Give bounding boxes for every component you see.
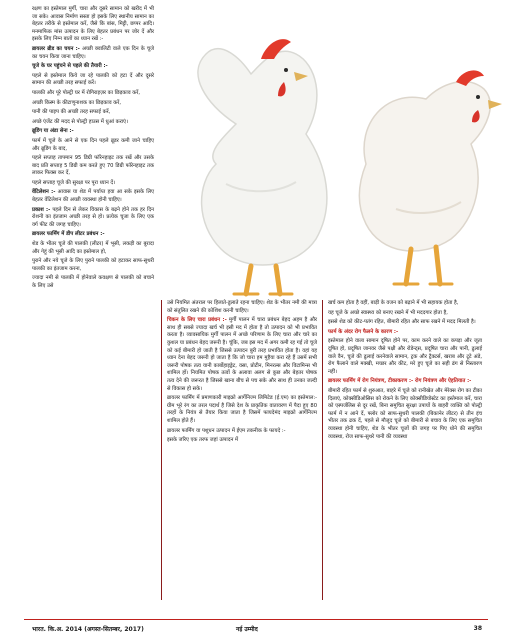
paragraph: उसे नियमित अंतराल पर हिलाते-डुलाते रहना चाहिए। शेड के भीतर नमी की मात्रा को संतुलित रखने की कोशिश करनी चाहिए।	[167, 300, 317, 314]
column-1	[32, 6, 154, 293]
white-broiler-hen	[198, 39, 327, 294]
paragraph: फार्म में चूजे के आने से एक दिन पहले ब्रूडर कमी जाने चाहिए और ब्रूडिंग के बाद,	[32, 137, 154, 152]
paragraph: पालकी और पूरे पोल्ट्री घर में रोगिराइज़र का छिड़काव करें,	[32, 89, 141, 96]
subheading: फार्म के अंदर रोग फैलने के कारण :-	[328, 328, 399, 335]
paragraph: शेड के भीतर चूजे की पालकी (लीटर) में भूसी, लकड़ी का बुरादा और गेहूं की भूसी आदि का इस्तेमाल हो,	[32, 241, 154, 255]
paragraph: पुराने और नये चूजे के लिए पुराने पालकी को हटाकर साफ-सुथरी पालकी का इंतजाम करना,	[32, 258, 154, 272]
paragraph: इस्तेमाल होने वाला सामान दूषित होने पर, काम करने वाले का कपड़ा और जूता दूषित हो, प्रदूषित जानवर जैसे पक्षी और रोडेन्ट्स, प्रदूषित चारा और पानी, ढुलाई वाले वैन, चूजे की ढुलाई करनेवाले सामान, ट्रक और ट्रैक्टर्स, खराब और टूटे अंडे, रोग फैलाने वाले मक्खी, मच्छर और कीट, मरे हुए चूजे का सही ढंग से निस्तारण नहीं।	[328, 338, 482, 375]
subheading: वेंटिलेशन :-	[32, 189, 56, 196]
column-divider	[322, 300, 323, 600]
subheading: चिकन के लिए चारा प्रबंधन :-	[167, 317, 227, 324]
paragraph: पहले सप्ताह चूजे की सुरक्षा पर पूरा ध्यान दें।	[32, 179, 116, 186]
paragraph: इससे शेड को कीट-पतंग रहित, बीमारी रहित और साफ रखने में मदद मिलती है।	[328, 319, 476, 326]
subheading: प्रकाश :-	[32, 206, 51, 213]
paragraph: ब्रायलर फार्मिंग में प्रमाणकारी माइक्रो आर्गेनिज्म लिमिटेड (ई.एम) का इस्तेमाल:- ग्रीम भूरे रंग का तरल पदार्थ है जिसे देश के प्राकृतिक वातावरण में पैदा हुए 80 तरहों के नियंत्र से तैयार किया जाता है जिसमें फायदेमंद माइक्रो आर्गेनिज्म शामिल होते हैं।	[167, 395, 317, 424]
paragraph: आवास या शेड में पर्याप्त हवा आ सके इसके लिए बेहतर वेंटिलेशन की अच्छी व्यवस्था होनी चाहिए।	[32, 189, 154, 204]
paragraph: पहले से इस्तेमाल किये जा रहे पालकी को हटा दें और दूसरे सामान की अच्छी तरह सफाई करें।	[32, 72, 154, 87]
paragraph: यह चूजे के अच्छे स्वास्थ्य को बनाए रखने में भी मददगार होता है,	[328, 309, 448, 316]
paragraph: बीमारी रहित फार्म से शुरुआत, बाहरे में चूजे को रानीखेत और मेरेक्स रोग का टीका दिलाएं, कोक्सीडिओसिस को रोकने के लिए कोक्सीडियोस्टेट का इस्तेमाल करें, चारा को एस्पर्जलिस से दूर रखें, बिना समुचित सुरक्षा उपायों के बाहरी व्यक्ति को पोल्ट्री फार्म में न आने दें, फ्लोर को साफ-सुथरी पालकी (बिकानेर लीटर) से तीन इंच भीतर तक ढक दें, पहले से मौजूद चूजे को बीमारी से बचाव के लिए एक समुचित व्यवस्था होनी चाहिए, शेड के भीतर चूजों की जगह पर पिए धोने की समुचित व्यवस्था, रोज साफ-सुथरे पानी की व्यवस्था	[328, 387, 482, 440]
paragraph: पानी की पाइप की अच्छी तरह सफाई करें,	[32, 109, 111, 116]
subheading: ब्रायलर ब्रीड का चयन :-	[32, 45, 80, 52]
paragraph: रक्षण का इस्तेमाल मुर्गी, चारा और दूसरे सामान को खरीद में भी जा सके। आवास निर्माण सस्ता हो इसके लिए स्थानीय सामान का बेहतर तरीके से इस्तेमाल करें, जैसे कि बांस, मिट्टी, छप्पर आदि। मनमाफिक मांस उत्पादन के लिए बेहतर प्रबंधन पर जोर दें और इसके लिए निम्न बातों का ध्यान रखें :-	[32, 6, 154, 43]
subheading: चूजे के घर पहुंचने से पहले की तैयारी :-	[32, 63, 108, 70]
paragraph: पहले दिन से लेकर विकास के बढ़ने होने तक हर दिन रोशनी का इंतजाम अच्छी तरह से हो। प्रत्येक चूजा के लिए एक वर्ग फीट की जगह चाहिए।	[32, 206, 154, 228]
paragraph: अच्छी क्वालिटी वाले एक दिन के चूजे का चयन किया जाना चाहिए।	[32, 45, 154, 60]
column-divider	[161, 300, 162, 600]
page-number: 38	[473, 625, 482, 632]
paragraph: खर्च कम होता है वहीं, बाड़ी के वजन को बढ़ाने में भी सहायक होता है,	[328, 300, 459, 306]
page-footer	[0, 614, 512, 640]
footer-publication: भारत. कि.अ. 2014 (अगस्त-सितम्बर, 2017)	[32, 626, 144, 633]
chicken-photo	[166, 4, 504, 300]
paragraph: ज्यादा नमी से पालकी में होनेवाले कवक्षण से पालकी को बचाने के लिए उसे	[32, 275, 154, 289]
footer-rule	[24, 619, 488, 620]
column-3	[328, 300, 482, 443]
footer-title: नई उम्मीद	[236, 626, 258, 633]
paragraph: अच्छी किस्म के कीटाणुनाशक का छिड़काव करें,	[32, 99, 121, 106]
paragraph: अच्छे एंजेंट की मदद से पोल्ट्री हाउस में धुआं कराएं।	[32, 118, 128, 125]
subheading: ब्रूडिंग या अंडा सेना :-	[32, 128, 74, 135]
column-2	[167, 300, 317, 447]
light-brown-hen	[359, 70, 502, 284]
subheading: ब्रायलर फार्मिंग में रोग नियंत्रण, टीकाकरण :- रोग नियंत्रण और ऐहतियात :-	[328, 378, 472, 385]
paragraph: मुर्गी पालन में चारा प्रबंधन बेहद अहम है और साथ ही सबसे ज्यादा खर्च भी इसी मद में होता है तो उत्पादन को भी प्रभावित करता है। व्यावसायिक मुर्गी पालन में अच्छे परिणाम के लिए चारा और चारे का कुशल या प्रबंधन बेहद जरूरी है। चूंकि, जब इस मद में अगर कमी रह गई तो चूजे को कई बीमारी हो जाती है जिससे उत्पादन बुरी तरह प्रभावित होता है। वहां यह ध्यान देना बेहद जरूरी हो जाता है कि जो चारा हम मुहैया करा रहे हैं उसमें सभी जरूरी पोषक तत्व यानी कार्बोहाइड्रेट, वसा, प्रोटीन, मिनरल्स और विटामिन्स भी शामिल हों। नियमित पोषक तत्वों के अलावा अलग से कुछ और बेहतर पोषक तत्व देने की जरूरत है जिससे खाना बीच से पच सके और साथ ही उनका जल्दी से विकास हो सके।	[167, 317, 318, 392]
subheading: ब्रायलर फार्मिंग में डीप लीटर प्रबंधन :-	[32, 231, 105, 238]
paragraph: पहले सप्ताह तापमान 95 डिग्री फॉरेनहाइट तक रखें और उसके बाद प्रति सप्ताह 5 डिग्री कम करते हुए 70 डिग्री फॉरेनहाइट तक लाकर फिक्स कर दें,	[32, 155, 154, 177]
paragraph: इसके जरिए एक तरफ जहां उत्पादन में	[167, 437, 239, 444]
paragraph: ब्रायलर फार्मिंग या पशुधन उत्पादन में ईएम तकनीक के फायदे :-	[167, 427, 286, 434]
